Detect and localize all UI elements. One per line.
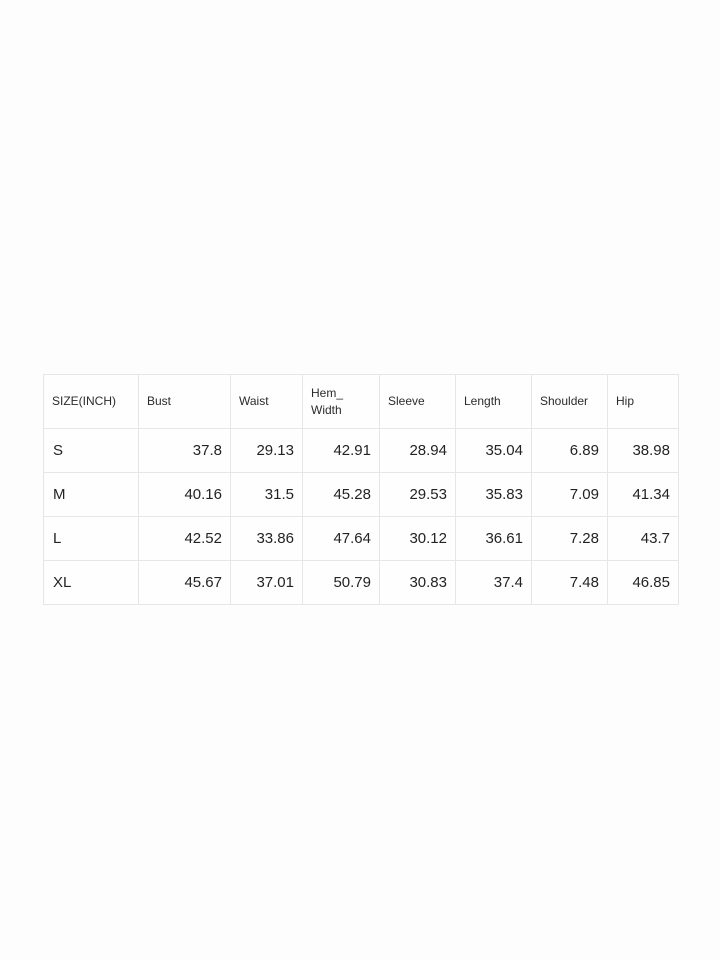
value-cell: 31.5 [231,473,303,517]
value-cell: 29.53 [380,473,456,517]
size-cell: M [44,473,139,517]
value-cell: 7.09 [532,473,608,517]
value-cell: 28.94 [380,429,456,473]
value-cell: 7.48 [532,561,608,605]
header-cell-bust: Bust [139,375,231,429]
value-cell: 35.83 [456,473,532,517]
header-cell-waist: Waist [231,375,303,429]
header-cell-sleeve: Sleeve [380,375,456,429]
value-cell: 43.7 [608,517,679,561]
table-row-l [44,517,679,561]
size-cell: L [44,517,139,561]
value-cell: 45.67 [139,561,231,605]
size-cell: S [44,429,139,473]
header-cell-hem-width: Hem_​Width [303,375,380,429]
value-cell: 40.16 [139,473,231,517]
value-cell: 37.4 [456,561,532,605]
value-cell: 47.64 [303,517,380,561]
header-cell-hip: Hip [608,375,679,429]
value-cell: 37.8 [139,429,231,473]
value-cell: 46.85 [608,561,679,605]
value-cell: 6.89 [532,429,608,473]
header-cell-size: SIZE(INCH) [44,375,139,429]
header-cell-length: Length [456,375,532,429]
value-cell: 41.34 [608,473,679,517]
value-cell: 30.12 [380,517,456,561]
size-cell: XL [44,561,139,605]
value-cell: 36.61 [456,517,532,561]
value-cell: 35.04 [456,429,532,473]
value-cell: 29.13 [231,429,303,473]
header-row [44,375,679,429]
value-cell: 7.28 [532,517,608,561]
value-cell: 42.91 [303,429,380,473]
header-cell-shoulder: Shoulder [532,375,608,429]
value-cell: 30.83 [380,561,456,605]
table-row-s [44,429,679,473]
table-row-m [44,473,679,517]
value-cell: 33.86 [231,517,303,561]
size-chart-table [43,374,679,605]
value-cell: 38.98 [608,429,679,473]
value-cell: 37.01 [231,561,303,605]
value-cell: 50.79 [303,561,380,605]
table-row-xl [44,561,679,605]
value-cell: 45.28 [303,473,380,517]
value-cell: 42.52 [139,517,231,561]
